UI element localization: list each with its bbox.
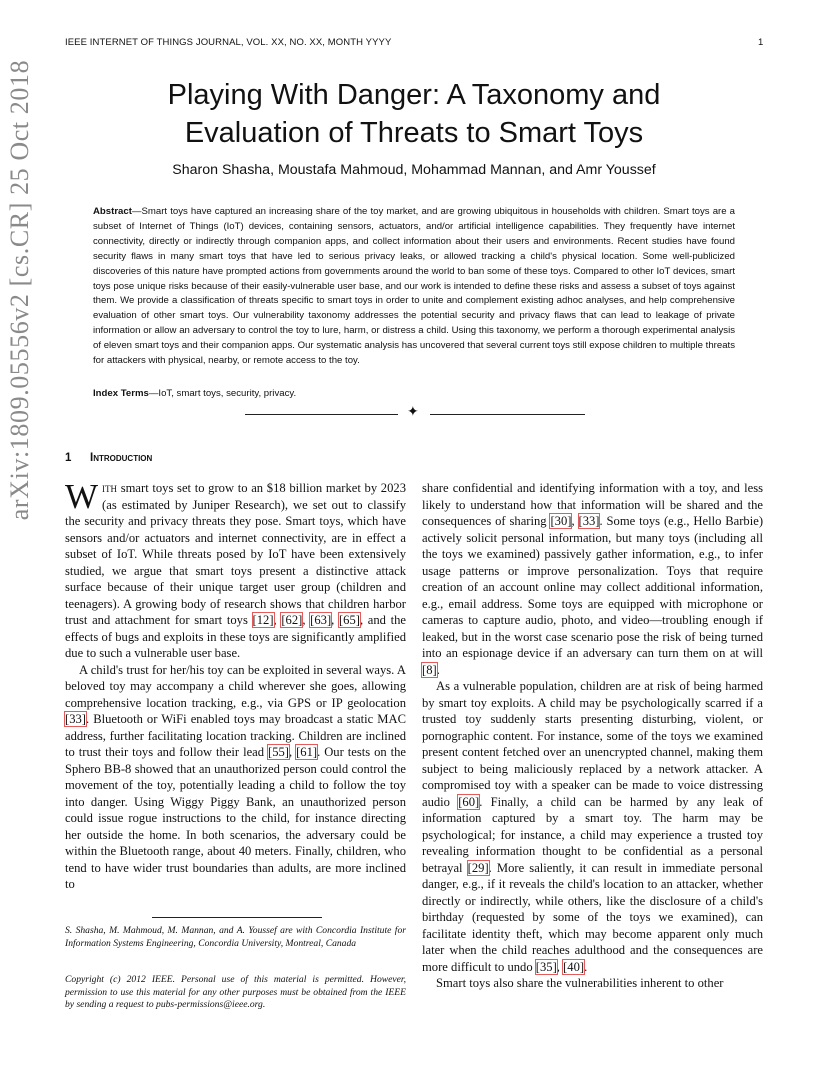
text-run: A child's trust for her/his toy can be exploited in several ways. A beloved toy may accompany a child wherever she goes, allowing comprehensive location tracking, e.g., via GPS or IP geolocation xyxy=(65,662,406,710)
index-terms-text: —IoT, smart toys, security, privacy. xyxy=(148,388,297,399)
index-terms-label: Index Terms xyxy=(93,388,149,399)
drop-cap: W xyxy=(65,477,99,516)
paragraph: A child's trust for her/his toy can be exploited in several ways. A beloved toy may accompany a child wherever she goes, allowing comprehensive location tracking, e.g., via GPS or IP geolocation [33]. Bluetooth or WiFi enabled toys may broadcast a static MAC address, further facilitating location tracking. Children are inclined to trust their toys and follow their lead [55], [61]. Our tests on the Sphero BB-8 showed that an unauthorized person could control the movement of the toy, potentially leading a child to follow the toy into danger. Using Wiggy Piggy Bank, an unauthorized person could issue rogue instructions to the child, for instance directing her outside the home. In both scenarios, the adversary could be within the Bluetooth range, about 40 meters. Finally, children, who tend to have wider trust boundaries than adults, are more inclined to xyxy=(65,662,407,891)
section-divider xyxy=(245,407,585,421)
small-caps-lead: ith xyxy=(102,481,118,495)
section-title: Introduction xyxy=(90,452,153,464)
abstract-text: —Smart toys have captured an increasing share of the toy market, and are growing ubiquitous in households with children. Smart toys are a subset of Internet of Things (IoT) devices, containing sensors, actuators, and/or artificial intelligence capabilities. They frequently have internet connectivity, directly or indirectly through companion apps, and collect information about their users and environments. Recent studies have found security flaws in many smart toys that have led to serious privacy leaks, or allowed tracking a child's physical location. Some well-publicized discoveries of this nature have prompted actions from governments around the world to ban some of these toys. Compared to other IoT devices, smart toys pose unique risks because of their easily-vulnerable user base, and our work is intended to define these risks and assess a subset of toys against them. We provide a classification of threats specific to smart toys in order to unite and complement existing adhoc analyses, and help comprehensive evaluation of other smart toys. Our vulnerability taxonomy addresses the potential security and privacy flaws that can lead to leakage of private information or allow an adversary to control the toy to lure, harm, or distress a child. Using this taxonomy, we perform a thorough experimental analysis of eleven smart toys and their companion apps. Our systematic analysis has uncovered that several current toys still expose children to multiple threats for attackers with physical, nearby, or remote access to the toy. xyxy=(93,206,735,367)
text-run: smart toys set to grow to an $18 billion market by 2023 (as estimated by Juniper Research), we set out to classify the security and privacy threats they pose. Smart toys, which have sensors and/or actuators and internet connectivity, are in effect a subset of IoT. While threats posed by IoT have been extensively studied, we argue that smart toys present a distinctive attack surface because of their unique target user group (children and teenagers). A growing body of research shows that children harbor trust and attachment for smart toys xyxy=(65,481,406,627)
paragraph: With smart toys set to grow to an $18 billion market by 2023 (as estimated by Juniper Research), we set out to classify the security and privacy threats they pose. Smart toys, which have sensors and/or actuators and internet connectivity, are in effect a subset of IoT. While threats posed by IoT have been extensively studied, we argue that smart toys present a distinctive attack surface because of their unique target user group (children and teenagers). A growing body of research shows that children harbor trust and attachment for smart toys [12], [62], [63], [65], and the effects of bugs and exploits in these toys are significantly amplified due to such a vulnerable user base. xyxy=(65,477,407,660)
text-run: share confidential and identifying information with a toy, and less likely to understand how that information will be shared and the consequences of sharing xyxy=(422,481,763,528)
citation-link[interactable]: [30] xyxy=(550,514,572,528)
footnote-affiliation: S. Shasha, M. Mahmoud, M. Mannan, and A. Youssef are with Concordia Institute for Information Systems Engineering, Concordia University, Montreal, Canada xyxy=(65,925,406,949)
text-run: . Some toys (e.g., Hello Barbie) actively solicit personal information, but many toys (including all the toys we examined) passively gather information, e.g., to infer usage patterns or improve personalization. Toys that require creation of an account online may collect additional information, e.g., email address. Some toys are equipped with microphone or cameras to capture audio, photo, and video—troubling enough if leaked, but in the worst case scenario pose the risk of being turned into an espionage device if an adversary can turn them on at will xyxy=(422,514,764,660)
citation-link[interactable]: [61] xyxy=(296,745,318,759)
index-terms xyxy=(93,388,735,399)
citation-link[interactable]: [33] xyxy=(65,712,86,726)
paragraph: share confidential and identifying information with a toy, and less likely to understand how that information will be shared and the consequences of sharing [30], [33]. Some toys (e.g., Hello Barbie) actively solicit personal information, but many toys (including all the toys we examined) passively gather information, e.g., to infer usage patterns or improve personalization. Toys that require creation of an account online may collect additional information, e.g., email address. Some toys are equipped with microphone or cameras to capture audio, photo, and video—troubling enough if leaked, but in the worst case scenario pose the risk of being turned into an espionage device if an adversary can turn them on at will [8]. xyxy=(422,481,764,677)
citation-link[interactable]: [8] xyxy=(422,662,437,677)
section-heading xyxy=(65,452,152,464)
footnote-rule xyxy=(152,917,322,918)
citation-link[interactable]: [60] xyxy=(458,794,480,809)
abstract xyxy=(93,205,735,369)
running-header: IEEE INTERNET OF THINGS JOURNAL, VOL. XX, NO. XX, MONTH YYYY xyxy=(65,37,392,48)
left-column xyxy=(65,477,407,893)
paragraph xyxy=(422,975,763,992)
text-run: . Finally, a child can be harmed by any leak of information captured by a smart toy. The harm may be psychological; for instance, a child may experience a trusted toy revealing information thought to be confidential as a personal betrayal xyxy=(422,794,763,875)
paragraph: As a vulnerable population, children are at risk of being harmed by smart toy exploits. A child may be psychologically scarred if a trusted toy suddenly starts presenting disturbing, violent, or pornographic content. For instance, some of the toys we examined present content fetched over an unencrypted channel, making them subject to being maliciously replaced by a network attacker. A compromised toy with a speaker can be made to voice distressing audio [60]. Finally, a child can be harmed by any leak of information captured by a smart toy. The harm may be psychological; for instance, a child may experience a trusted toy revealing information thought to be confidential as a personal betrayal [29]. More saliently, it can result in immediate personal danger, e.g., if it reveals the child's location to an attacker, whether directly or indirectly, while others, like the disclosure of a child's birthday (requested by some of the toys we examined), can facilitate identity theft, which may become apparent only much later when the child reaches adulthood and the consequences are more difficult to undo [35], [40]. xyxy=(422,679,764,974)
divider-line-left xyxy=(245,414,398,415)
citation-link[interactable]: [12] xyxy=(252,613,274,627)
citation-link[interactable]: [40] xyxy=(563,959,585,974)
text-run: . Our tests on the Sphero BB-8 showed that an unauthorized person could control the movement of the toy, potentially leading a child to follow the toy into danger. Using Wiggy Piggy Bank, an unauthorized person could issue rogue instructions to the child, for instance directing her outside the home. In both scenarios, the adversary could be within the Bluetooth range, about 40 meters. Finally, children, who tend to have wider trust boundaries than adults, are more inclined to xyxy=(65,745,407,891)
citation-link[interactable]: [63] xyxy=(310,613,332,627)
text-run: As a vulnerable population, children are at risk of being harmed by smart toy exploits. A child may be psychologically scarred if a trusted toy suddenly starts presenting disturbing, violent, or pornographic content. For instance, some of the toys we examined present content fetched over an unencrypted channel, making them subject to being maliciously replaced by a network attacker. A compromised toy with a speaker can be made to voice distressing audio xyxy=(422,679,763,809)
citation-link[interactable]: [55] xyxy=(268,745,289,759)
paper-title xyxy=(80,76,748,152)
citation-link[interactable]: [35] xyxy=(535,959,557,974)
section-number: 1 xyxy=(65,452,72,464)
text-run: , and the effects of bugs and exploits in these toys are significantly amplified due to such a vulnerable user base. xyxy=(65,613,407,660)
citation-link[interactable]: [33] xyxy=(578,514,600,528)
title-line-1: Playing With Danger: A Taxonomy and xyxy=(167,79,661,111)
arxiv-stamp-text: arXiv:1809.05556v2 [cs.CR] 25 Oct 2018 xyxy=(5,59,34,521)
text-run: Smart toys also share the vulnerabilities inherent to other xyxy=(436,976,724,990)
abstract-label: Abstract xyxy=(93,206,132,217)
text-run: . Bluetooth or WiFi enabled toys may broadcast a static MAC address, further facilitating location tracking. Children are inclined to trust their toys and follow their lead xyxy=(65,712,406,759)
divider-diamond-icon: ✦ xyxy=(407,405,419,420)
author-list: Sharon Shasha, Moustafa Mahmoud, Mohammad Mannan, and Amr Youssef xyxy=(172,162,656,178)
citation-link[interactable]: [65] xyxy=(338,613,360,627)
right-column xyxy=(422,480,763,992)
citation-link[interactable]: [62] xyxy=(281,613,303,627)
page-number: 1 xyxy=(758,37,764,48)
footnote-copyright: Copyright (c) 2012 IEEE. Personal use of this material is permitted. However, permission to use this material for any other purposes must be obtained from the IEEE by sending a request to pubs-permissions@ieee.org. xyxy=(65,974,406,1010)
citation-link[interactable]: [29] xyxy=(467,860,489,875)
title-line-2: Evaluation of Threats to Smart Toys xyxy=(184,117,644,149)
text-run: . More saliently, it can result in immediate personal danger, e.g., if it reveals the child's location to an attacker, whether directly or indirectly, while others, like the disclosure of a child's birthday (requested by some of the toys we examined), can facilitate identity theft, which may become apparent only much later when the child reaches adulthood and the consequences are more difficult to undo xyxy=(422,860,764,974)
divider-line-right xyxy=(430,414,585,415)
